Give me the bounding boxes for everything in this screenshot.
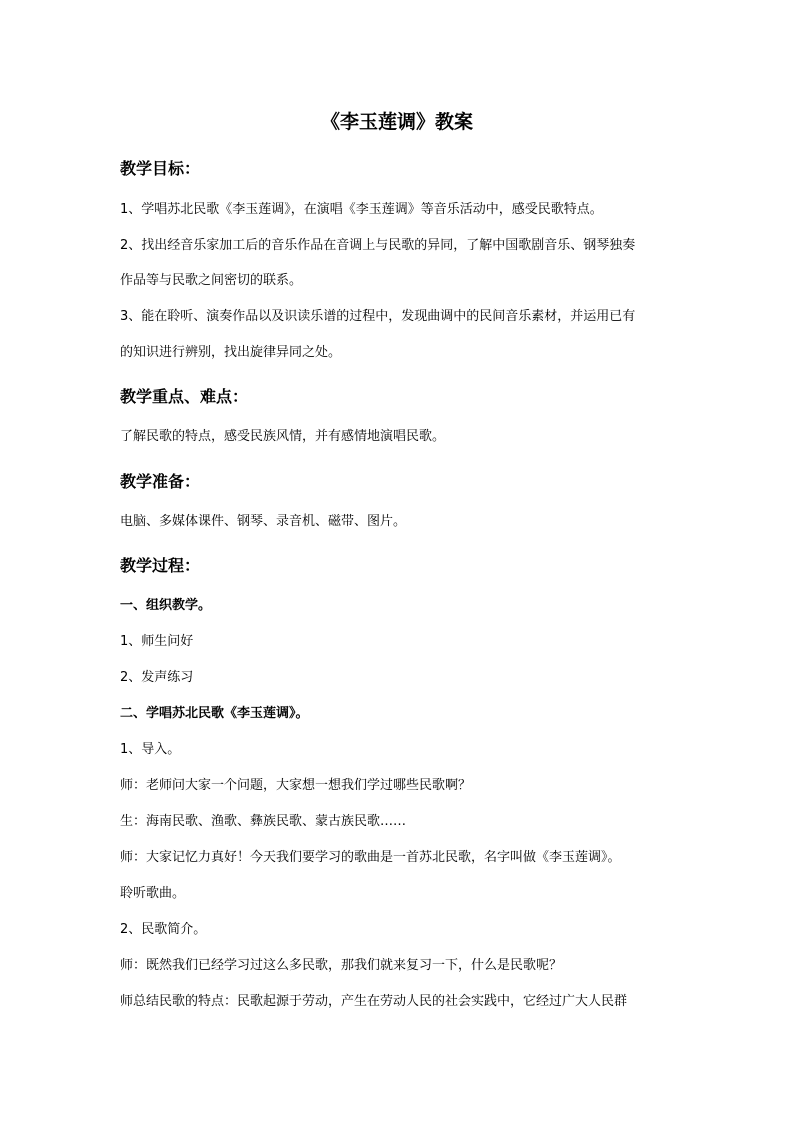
section-heading-objectives: 教学目标： [120,159,201,178]
paragraph-line: 的知识进行辨别，找出旋律异同之处。 [120,345,342,360]
paragraph-line: 了解民歌的特点，感受民族风情，并有感情地演唱民歌。 [120,429,446,444]
subheading-organize: 一、组织教学。 [120,598,212,613]
paragraph-line: 生：海南民歌、渔歌、彝族民歌、蒙古族民歌…… [120,814,407,829]
section-heading-process: 教学过程： [120,556,201,575]
paragraph-line: 师总结民歌的特点：民歌起源于劳动，产生在劳动人民的社会实践中，它经过广大人民群 [120,994,628,1009]
paragraph-line: 师：既然我们已经学习过这么多民歌，那我们就来复习一下，什么是民歌呢？ [120,958,563,973]
paragraph-line: 作品等与民歌之间密切的联系。 [120,273,303,288]
paragraph-line: 1、学唱苏北民歌《李玉莲调》，在演唱《李玉莲调》等音乐活动中，感受民歌特点。 [120,202,603,217]
paragraph-line: 聆听歌曲。 [120,886,186,901]
paragraph-line: 3、能在聆听、演奏作品以及识读乐谱的过程中，发现曲调中的民间音乐素材，并运用已有 [120,309,636,324]
paragraph-line: 电脑、多媒体课件、钢琴、录音机、磁带、图片。 [120,514,407,529]
paragraph-line: 2、发声练习 [120,670,194,685]
paragraph-line: 2、找出经音乐家加工后的音乐作品在音调上与民歌的异同，了解中国歌剧音乐、钢琴独奏 [120,238,636,253]
section-heading-preparation: 教学准备： [120,472,201,491]
paragraph-line: 师：大家记忆力真好！今天我们要学习的歌曲是一首苏北民歌，名字叫做《李玉莲调》。 [120,850,621,865]
paragraph-line: 师：老师问大家一个问题，大家想一想我们学过哪些民歌啊？ [120,778,472,793]
paragraph-line: 1、导入。 [120,742,181,757]
section-heading-key-points: 教学重点、难点： [120,387,249,406]
document-title: 《李玉莲调》教案 [320,111,473,133]
paragraph-line: 2、民歌简介。 [120,922,207,937]
paragraph-line: 1、师生问好 [120,634,194,649]
subheading-learn-song: 二、学唱苏北民歌《李玉莲调》。 [120,706,309,721]
